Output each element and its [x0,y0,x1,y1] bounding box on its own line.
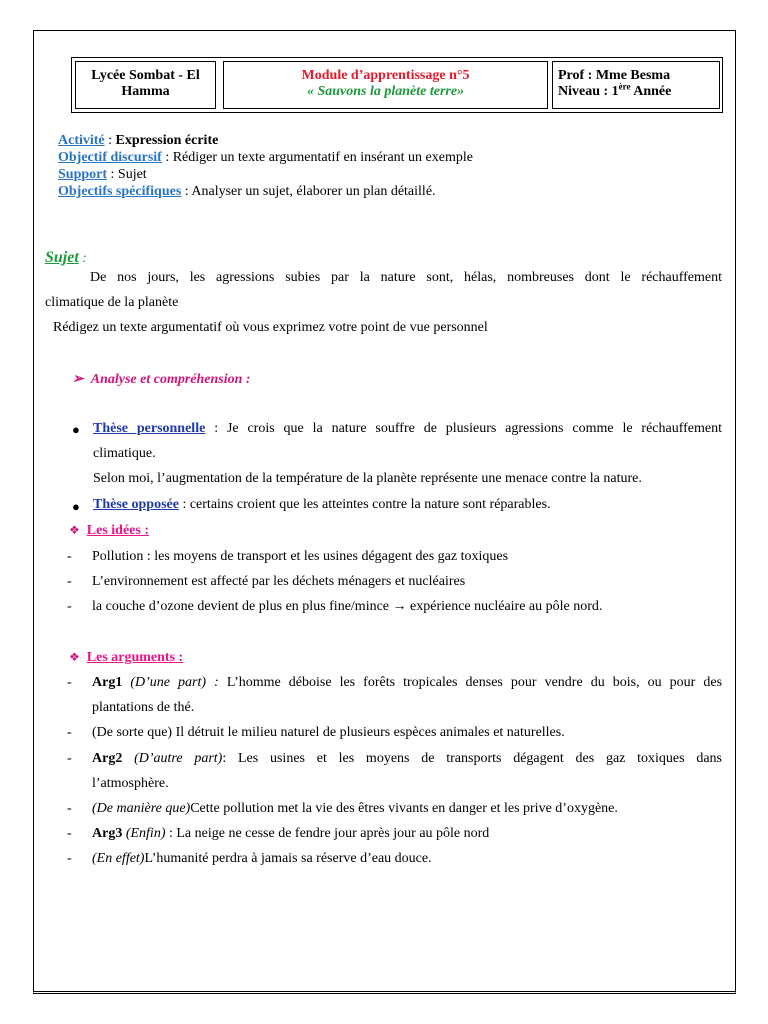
idee-3-example: expérience nucléaire au pôle nord. [410,599,603,614]
arg2-line1 [92,751,722,767]
diamond-icon: ❖ [69,650,80,664]
specifiques-value: Analyser un sujet, élaborer un plan détaillé. [191,184,436,199]
dash: - [67,599,72,614]
ex3-connector: (En effet) [92,851,145,866]
niveau-suffix: Année [630,84,672,99]
idee-2: L’environnement est affecté par les déchets ménagers et nucléaires [92,574,466,589]
dash: - [67,801,72,816]
prof-name: Prof : Mme Besma [558,68,671,83]
objectif-value: Rédiger un texte argumentatif en insérant un exemple [172,150,473,165]
idee-3 [92,599,602,615]
bullet-icon: ● [72,499,80,514]
arg2-text: : Les usines et les moyens de transports dégagent des gaz toxiques dans [222,751,723,766]
idees-heading [69,523,149,539]
idee-1: Pollution : les moyens de transport et les usines dégagent des gaz toxiques [92,549,509,564]
arg2-label: Arg2 [92,751,123,766]
support-line: Support : Sujet [58,167,147,182]
these-perso-line2: climatique. [93,446,156,461]
ex2-connector: (De manière que) [92,801,191,816]
specifiques-line: Objectifs spécifiques : Analyser un sujet, élaborer un plan détaillé. [58,184,436,199]
example-2 [92,801,618,817]
diamond-icon: ❖ [69,523,80,537]
these-opposee-label: Thèse opposée [93,497,179,512]
arguments-title: Les arguments : [86,650,184,665]
arrow-right-icon: → [392,599,407,614]
idee-3-text: la couche d’ozone devient de plus en plus fine/mince [92,599,390,614]
support-label: Support [58,167,108,182]
bullet-icon: ● [72,422,80,437]
arg3-text: : La neige ne cesse de fendre jour après jour au pôle nord [168,826,490,841]
niveau-sup: ère [618,81,631,92]
activite-label: Activité [58,133,105,148]
example-3 [92,851,432,867]
school-line1: Lycée Sombat - El [91,68,200,83]
objectif-line: Objectif discursif : Rédiger un texte argumentatif en insérant un exemple [58,150,473,165]
arg1-text: L’homme déboise les forêts tropicales denses pour vendre du bois, ou pour des [226,675,723,690]
activite-line: Activité : Expression écrite [58,133,219,148]
analyse-heading [72,371,251,388]
arg2-line2: l’atmosphère. [92,776,169,791]
dash: - [67,826,72,841]
dash: - [67,751,72,766]
specifiques-label: Objectifs spécifiques [58,184,182,199]
objectif-label: Objectif discursif [58,150,162,165]
these-opposee-text: : certains croient que les atteintes contre la nature sont réparables. [182,497,551,512]
dash: - [67,549,72,564]
these-perso-text: : Je crois que la nature souffre de plusieurs agressions comme le réchauffement [214,421,722,436]
dash: - [67,725,72,740]
school-cell [75,61,216,109]
niveau [558,81,719,100]
module-title: Module d’apprentissage n°5 [301,68,470,83]
ex2-text: Cette pollution met la vie des êtres vivants en danger et les prive d’oxygène. [190,801,618,816]
sujet-line2: climatique de la planète [45,295,179,310]
idees-title: Les idées : [86,523,149,538]
niveau-prefix: Niveau : 1 [558,84,619,99]
these-perso-line3: Selon moi, l’augmentation de la température de la planète représente une menace contre la nature. [93,471,642,486]
dash: - [67,574,72,589]
these-perso-label: Thèse personnelle [93,421,206,436]
school-line2: Hamma [121,84,170,99]
activite-value: Expression écrite [115,133,219,148]
ex3-text: L’humanité perdra à jamais sa réserve d’eau douce. [144,851,432,866]
support-value: Sujet [117,167,147,182]
arg3-line [92,826,489,842]
arg1-line1 [92,675,722,691]
these-opposee-line [93,497,551,513]
arg1-connector: (D’une part) : [130,675,219,690]
arg1-label: Arg1 [92,675,123,690]
these-perso-line1 [93,421,722,437]
arg3-label: Arg3 [92,826,123,841]
prof-cell [552,61,720,109]
sujet-heading: Sujet : [45,249,87,266]
sujet-line3: Rédigez un texte argumentatif où vous exprimez votre point de vue personnel [53,320,488,335]
dash: - [67,851,72,866]
arrow-icon: ➢ [72,372,84,387]
sujet-line1: De nos jours, les agressions subies par la nature sont, hélas, nombreuses dont le réchauffement [90,270,722,285]
arguments-heading [69,650,183,666]
analyse-title: Analyse et compréhension : [90,372,251,387]
info-block [58,132,473,200]
arg1-line2: plantations de thé. [92,700,195,715]
header-table [71,57,723,113]
example-1: (De sorte que) Il détruit le milieu naturel de plusieurs espèces animales et naturelles. [92,725,565,740]
module-cell [223,61,548,109]
arg2-connector: (D’autre part) [134,751,223,766]
arg3-connector: (Enfin) [125,826,166,841]
dash: - [67,675,72,690]
module-subtitle: « Sauvons la planète terre» [306,84,465,99]
sujet-label: Sujet [45,249,79,266]
